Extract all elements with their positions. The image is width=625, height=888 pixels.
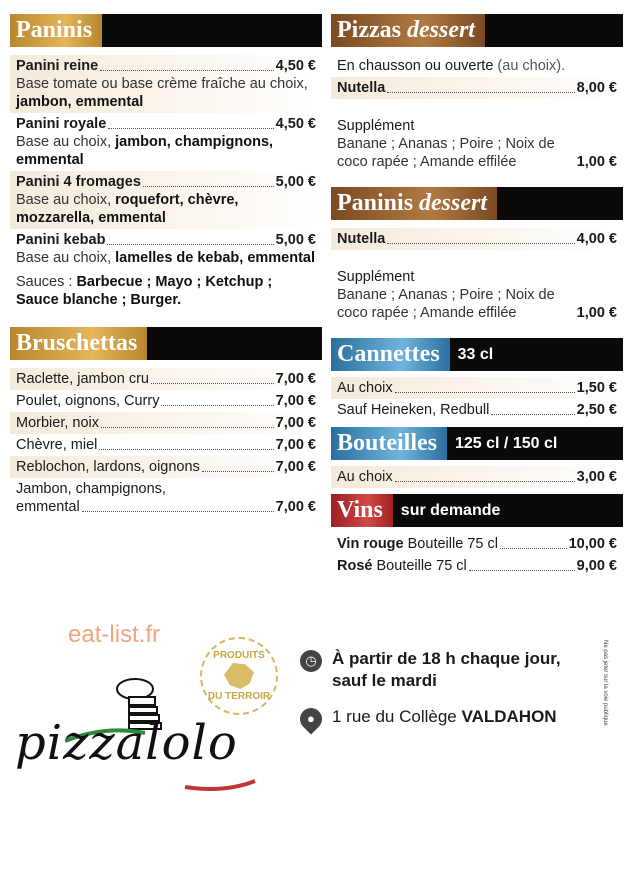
menu-item: Panini 4 fromages 5,00 € Base au choix, roquefort, chèvre, mozzarella, emmental xyxy=(10,171,322,229)
right-column xyxy=(331,14,623,577)
left-column xyxy=(10,14,322,518)
paninis-banner xyxy=(10,14,322,47)
menu-item: Panini kebab 5,00 € Base au choix, lamelles de kebab, emmental xyxy=(16,232,316,266)
cannettes-volume: 33 cl xyxy=(457,345,494,363)
logo-area xyxy=(10,615,300,815)
supplement: Supplément Banane ; Ananas ; Poire ; Noix de coco rapée ; Amande effilée 1,00 € xyxy=(337,269,617,321)
menu-item: Vin rouge Bouteille 75 cl 10,00 € xyxy=(337,536,617,552)
menu-item: Reblochon, lardons, oignons 7,00 € xyxy=(10,456,322,478)
menu-item: Nutella 8,00 € xyxy=(331,77,623,99)
menu-item: Poulet, oignons, Curry 7,00 € xyxy=(16,393,316,409)
vins-banner xyxy=(331,494,623,527)
paninis-dessert-title: Paninis dessert xyxy=(331,187,497,220)
menu-item: Au choix 3,00 € xyxy=(331,466,623,488)
opening-hours: ◷ À partir de 18 h chaque jour, sauf le mardi xyxy=(300,648,620,692)
pizzas-dessert-banner xyxy=(331,14,623,47)
sauces-note: Sauces : Barbecue ; Mayo ; Ketchup ; Sauce blanche ; Burger. xyxy=(16,274,273,308)
bruschettas-banner xyxy=(10,327,322,360)
info-block xyxy=(300,648,620,744)
side-note: Ne pas jeter sur la voie publique xyxy=(602,640,608,726)
supplement: Supplément Banane ; Ananas ; Poire ; Noix de coco rapée ; Amande effilée 1,00 € xyxy=(337,118,617,170)
bouteilles-title: Bouteilles xyxy=(331,427,447,460)
menu-item: Jambon, champignons, emmental 7,00 € xyxy=(16,481,316,515)
clock-icon: ◷ xyxy=(300,650,322,672)
menu-item: Chèvre, miel 7,00 € xyxy=(16,437,316,453)
watermark: eat-list.fr xyxy=(68,621,161,648)
vins-title: Vins xyxy=(331,494,393,527)
menu-item: Nutella 4,00 € xyxy=(331,228,623,250)
menu-item: Rosé Bouteille 75 cl 9,00 € xyxy=(337,558,617,574)
cannettes-title: Cannettes xyxy=(331,338,450,371)
pizzas-dessert-title: Pizzas dessert xyxy=(331,14,485,47)
location-pin-icon: ● xyxy=(295,703,326,734)
paninis-dessert-banner xyxy=(331,187,623,220)
bouteilles-volume: 125 cl / 150 cl xyxy=(455,434,558,452)
brand-logo: pizzalolo xyxy=(15,715,238,771)
france-map-icon xyxy=(224,663,254,689)
menu-item: Panini royale 4,50 € Base au choix, jambon, champignons, emmental xyxy=(16,116,316,168)
menu-item: Panini reine 4,50 € Base tomate ou base crème fraîche au choix, jambon, emmental xyxy=(10,55,322,113)
cannettes-banner xyxy=(331,338,623,371)
vins-note: sur demande xyxy=(400,501,501,519)
menu-item: Sauf Heineken, Redbull 2,50 € xyxy=(337,402,617,418)
pizzas-dessert-intro: En chausson ou ouverte (au choix). xyxy=(337,58,566,74)
menu-item: Raclette, jambon cru 7,00 € xyxy=(10,368,322,390)
bruschettas-title: Bruschettas xyxy=(10,327,147,360)
paninis-title: Paninis xyxy=(10,14,102,47)
menu-item: Morbier, noix 7,00 € xyxy=(10,412,322,434)
address: ● 1 rue du Collège VALDAHON xyxy=(300,706,620,730)
bouteilles-banner xyxy=(331,427,623,460)
menu-item: Au choix 1,50 € xyxy=(331,377,623,399)
terroir-stamp: PRODUITS DU TERROIR xyxy=(200,637,278,715)
